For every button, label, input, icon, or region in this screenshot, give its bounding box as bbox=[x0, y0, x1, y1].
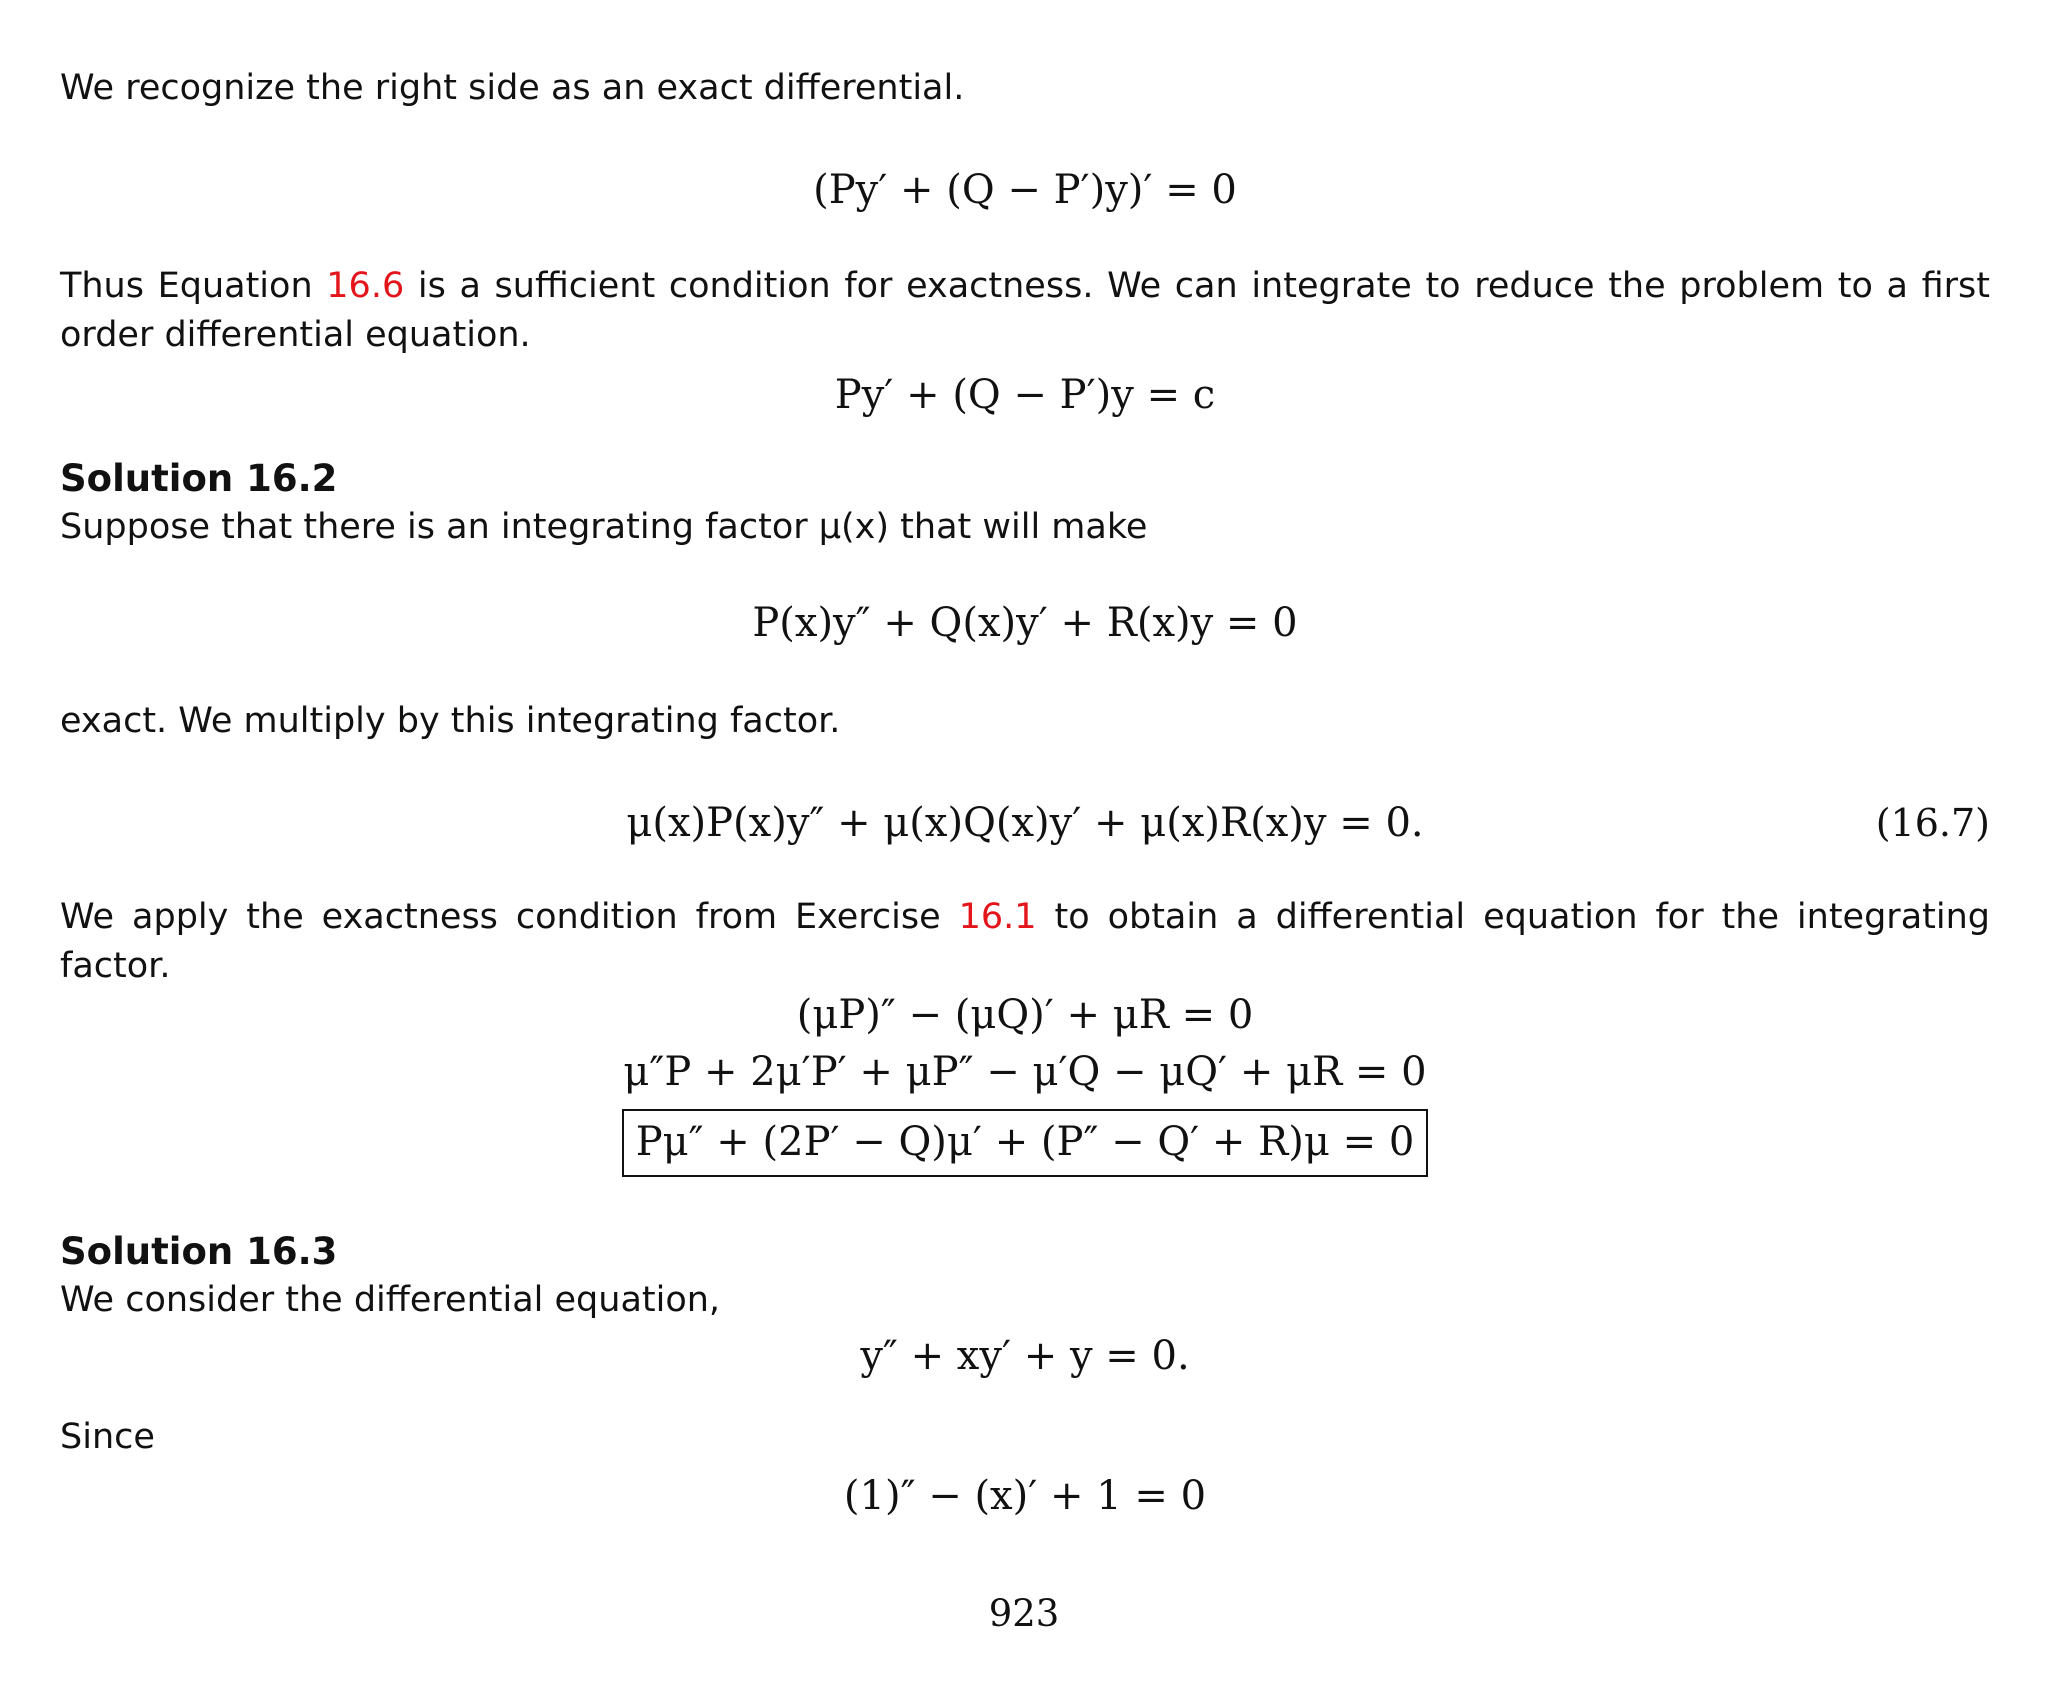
equation-adjoint-1: (μP)″ − (μQ)′ + μR = 0 bbox=[796, 992, 1254, 1038]
equation-check: (1)″ − (x)′ + 1 = 0 bbox=[843, 1473, 1207, 1519]
paragraph-text: We apply the exactness condition from Exercise bbox=[60, 897, 959, 937]
equation-adjoint-2: μ″P + 2μ′P′ + μP″ − μ′Q − μQ′ + μR = 0 bbox=[623, 1049, 1427, 1095]
paragraph-text: to obtain a differential equation for the integrating factor. bbox=[60, 897, 1990, 986]
solution-heading-16-2: Solution 16.2 bbox=[60, 457, 338, 500]
paragraph-sufficient-condition bbox=[60, 262, 1990, 360]
exercise-reference-link[interactable]: 16.1 bbox=[958, 897, 1037, 937]
equation-example: y″ + xy′ + y = 0. bbox=[860, 1333, 1190, 1379]
paragraph-apply-condition bbox=[60, 893, 1990, 991]
paragraph-exact-differential: We recognize the right side as an exact differential. bbox=[60, 68, 965, 108]
paragraph-text: is a sufficient condition for exactness. We can integrate to reduce the problem to a first order differential equation. bbox=[60, 266, 1990, 355]
equation-second-order: P(x)y″ + Q(x)y′ + R(x)y = 0 bbox=[752, 600, 1298, 646]
paragraph-integrating-factor: Suppose that there is an integrating factor μ(x) that will make bbox=[60, 507, 1148, 547]
equation-exact-form: (Py′ + (Q − P′)y)′ = 0 bbox=[813, 167, 1237, 213]
paragraph-consider: We consider the differential equation, bbox=[60, 1280, 721, 1320]
equation-number: (16.7) bbox=[1875, 801, 1990, 845]
paragraph-multiply: exact. We multiply by this integrating factor. bbox=[60, 701, 841, 741]
paragraph-since: Since bbox=[60, 1417, 155, 1457]
equation-first-order: Py′ + (Q − P′)y = c bbox=[834, 372, 1216, 418]
equation-adjoint-boxed: Pμ″ + (2P′ − Q)μ′ + (P″ − Q′ + R)μ = 0 bbox=[622, 1109, 1429, 1177]
solution-heading-16-3: Solution 16.3 bbox=[60, 1230, 338, 1273]
equation-reference-link[interactable]: 16.6 bbox=[326, 266, 405, 306]
equation-multiplied: μ(x)P(x)y″ + μ(x)Q(x)y′ + μ(x)R(x)y = 0. bbox=[626, 800, 1424, 846]
page-number: 923 bbox=[988, 1592, 1060, 1635]
paragraph-text: Thus Equation bbox=[60, 266, 327, 306]
equation-adjoint-boxed-wrapper bbox=[60, 1109, 1990, 1177]
